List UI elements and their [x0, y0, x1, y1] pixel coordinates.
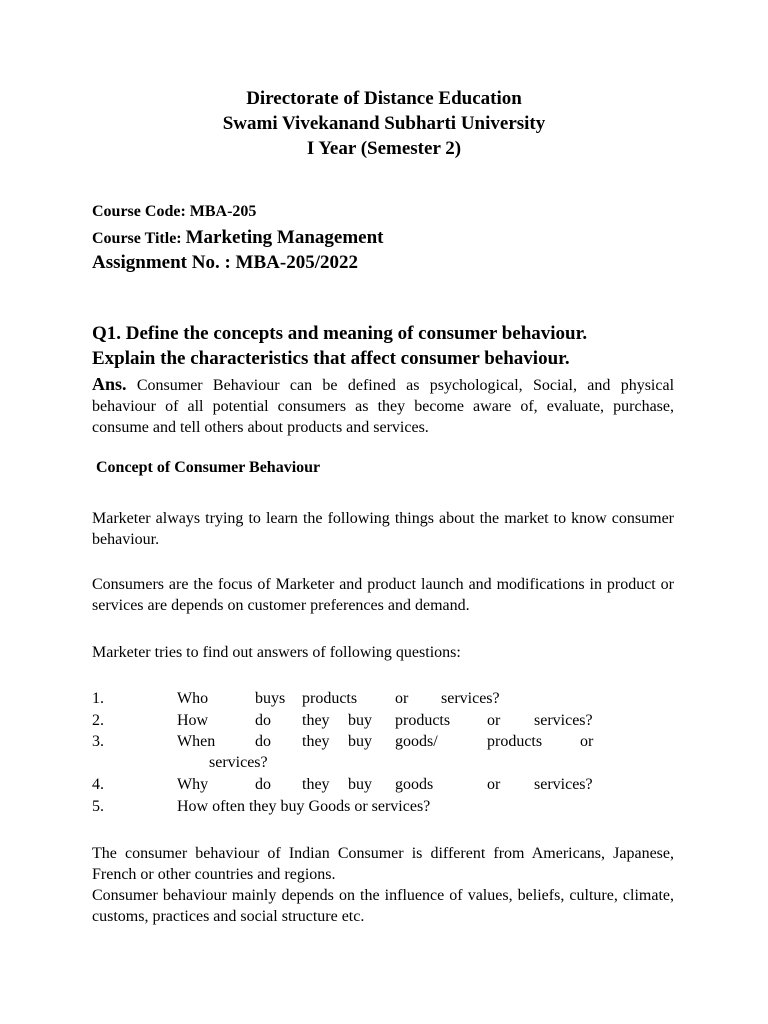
list-word: or [487, 776, 501, 793]
list-word: products [395, 712, 451, 729]
list-word: do [255, 776, 271, 793]
course-title [92, 227, 384, 249]
list-word: do [255, 712, 271, 729]
answer-label: Ans. [92, 374, 127, 394]
list-word: When [177, 733, 216, 750]
course-code-label: Course Code: [92, 203, 186, 220]
list-word: or [580, 733, 594, 750]
header-line-2: Swami Vivekanand Subharti University [222, 113, 546, 134]
list-word: goods/ [395, 733, 438, 750]
course-title-value: Marketing Management [185, 227, 384, 248]
paragraph-2: Consumers are the focus of Marketer and product launch and modifications in product or services are depends on customer preferences and demand. [92, 576, 674, 614]
list-number: 5. [92, 798, 104, 815]
answer-paragraph [92, 374, 674, 438]
list-word: or [487, 712, 501, 729]
paragraph-4: The consumer behaviour of Indian Consumer is different from Americans, Japanese, French or other countries and regions. [92, 845, 674, 883]
list-word: they [302, 733, 330, 750]
list-word: they [302, 712, 330, 729]
list-word: buy [348, 733, 372, 750]
list-word: Why [177, 776, 209, 793]
list-word: Who [177, 690, 209, 707]
list-word: buy [348, 776, 372, 793]
list-word: services? [441, 690, 500, 707]
list-word: buys [255, 690, 286, 707]
paragraph-3: Marketer tries to find out answers of following questions: [92, 644, 461, 661]
header-line-1: Directorate of Distance Education [246, 88, 522, 109]
list-number: 1. [92, 690, 104, 707]
list-word: do [255, 733, 271, 750]
list-word: How [177, 712, 209, 729]
course-code-value: MBA-205 [189, 203, 257, 220]
question-line-2: Explain the characteristics that affect consumer behaviour. [92, 348, 570, 369]
list-number: 3. [92, 733, 104, 750]
paragraph-5: Consumer behaviour mainly depends on the influence of values, beliefs, culture, climate, customs, practices and social structure etc. [92, 887, 674, 925]
paragraph-1: Marketer always trying to learn the following things about the market to know consumer behaviour. [92, 510, 674, 548]
course-code [92, 203, 256, 221]
list-word: services? [534, 776, 593, 793]
assignment-number: Assignment No. : MBA-205/2022 [92, 252, 358, 273]
course-title-label: Course Title: [92, 230, 182, 247]
list-item-continuation: services? [209, 754, 268, 771]
answer-text: Consumer Behaviour can be defined as psychological, Social, and physical behaviour of all potential consumers as they become aware of, evaluate, purchase, consume and tell others about products and services. [92, 377, 675, 436]
list-word: goods [395, 776, 434, 793]
list-item-text: How often they buy Goods or services? [177, 798, 431, 815]
header-line-3: I Year (Semester 2) [306, 138, 462, 159]
list-word: services? [534, 712, 593, 729]
concept-heading: Concept of Consumer Behaviour [96, 459, 321, 476]
list-word: buy [348, 712, 372, 729]
list-word: products [302, 690, 358, 707]
list-number: 2. [92, 712, 104, 729]
list-word: they [302, 776, 330, 793]
question-line-1: Q1. Define the concepts and meaning of consumer behaviour. [92, 323, 588, 344]
list-word: or [395, 690, 409, 707]
list-word: products [487, 733, 543, 750]
list-number: 4. [92, 776, 104, 793]
